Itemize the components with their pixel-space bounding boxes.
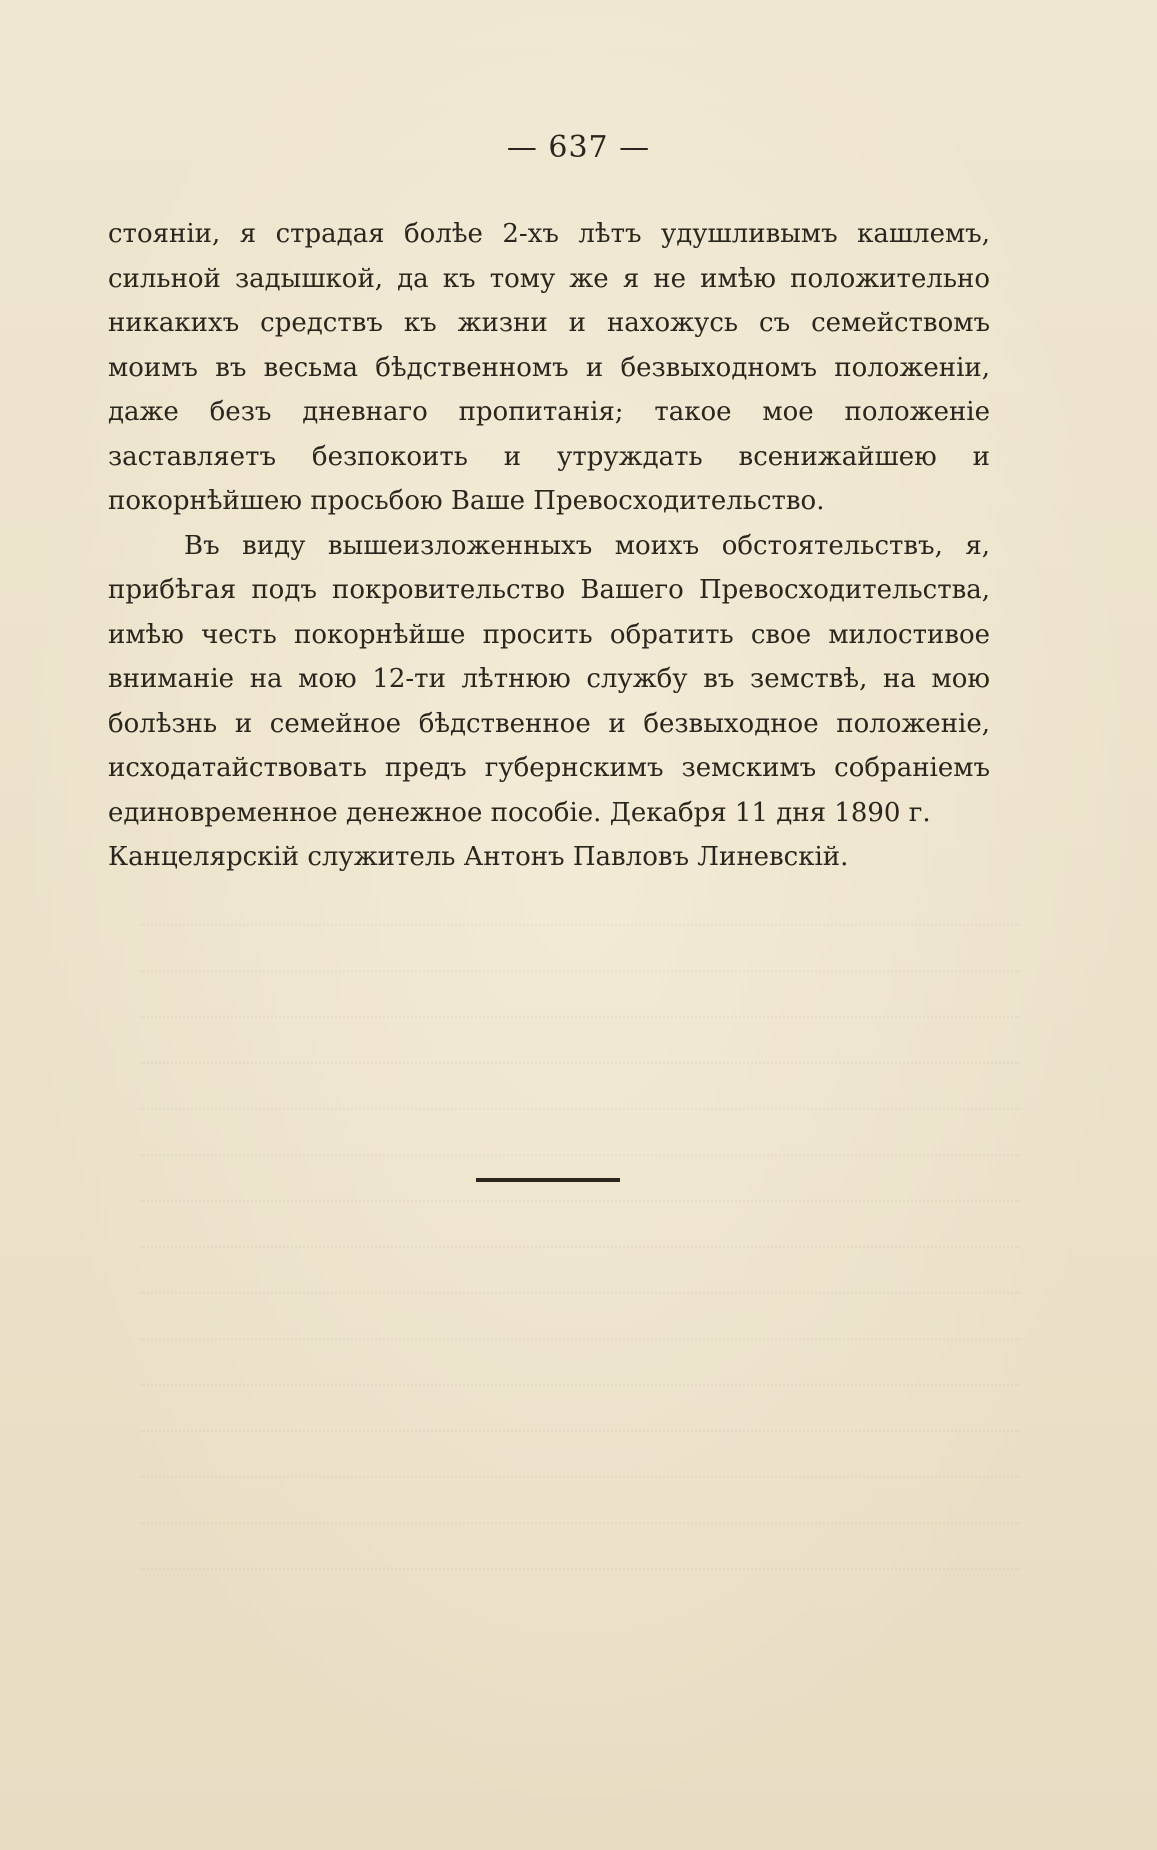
body-text: [108, 212, 990, 880]
closing-rule: [476, 1178, 620, 1182]
bleed-through-texture: [140, 880, 1020, 1600]
page-number: — 637 —: [506, 130, 651, 165]
paragraph-1: стояніи, я страдая болѣе 2-хъ лѣтъ удушливымъ кашлемъ, сильной задышкой, да къ тому же я не имѣю положительно никакихъ средствъ къ жизни и нахожусь съ семействомъ моимъ въ весьма бѣдственномъ и безвыходномъ положеніи, даже безъ дневнаго пропитанія; такое мое положеніе заставляетъ безпокоить и утруждать всенижайшею и покорнѣйшею просьбою Ваше Превосходительство.: [108, 219, 990, 516]
paragraph-2: Въ виду вышеизложенныхъ моихъ обстоятельствъ, я, прибѣгая подъ покровительство Вашего Превосходительства, имѣю честь покорнѣйше просить обратить свое милостивое вниманіе на мою 12-ти лѣтнюю службу въ земствѣ, на мою болѣзнь и семейное бѣдственное и безвыходное положеніе, исходатайствовать предъ губернскимъ земскимъ собраніемъ единовременное денежное пособіе. Декабря 11 дня 1890 г.: [108, 530, 990, 828]
signature-line: Канцелярскій служитель Антонъ Павловъ Линевскій.: [108, 842, 849, 872]
